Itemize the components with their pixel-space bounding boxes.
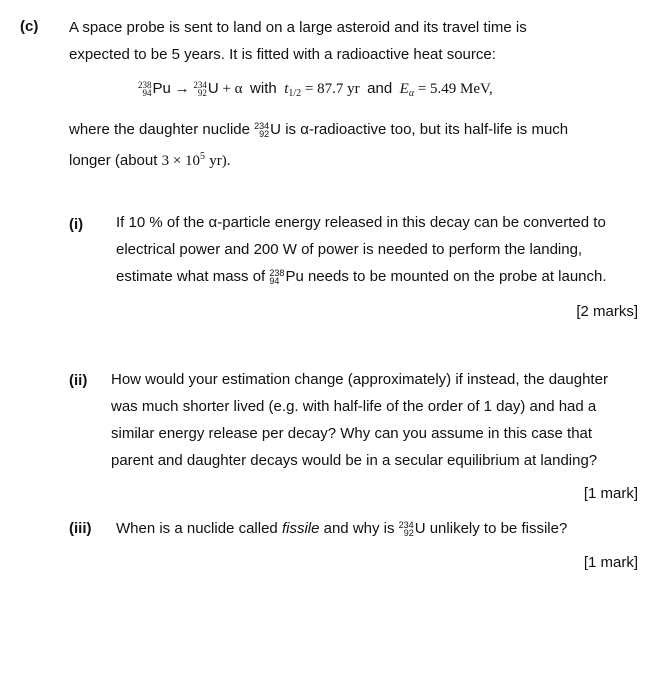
question-i-line-2: electrical power and 200 W of power is needed to perform the landing, xyxy=(116,241,583,258)
halflife-subscript: 1/2 xyxy=(288,88,302,99)
intro-line-1: A space probe is sent to land on a large asteroid and its travel time is xyxy=(69,19,527,36)
parent-nuclide: 238 94 Pu xyxy=(138,80,171,98)
reaction-arrow: → xyxy=(174,81,190,97)
part-label: (c) xyxy=(20,18,39,35)
question-i-line-3: estimate what mass of 238 94 Pu needs to be mounted on the probe at launch. xyxy=(116,263,638,290)
question-ii-line-2: was much shorter lived (e.g. with half-life of the order of 1 day) and had a xyxy=(111,398,597,415)
question-ii-label: (ii) xyxy=(69,372,88,389)
question-i-label: (i) xyxy=(69,216,84,233)
and-word: and xyxy=(367,80,393,97)
intro-paragraph xyxy=(69,14,629,68)
question-ii-line-3: similar energy release per decay? Why can you assume in this case that xyxy=(111,425,593,442)
decay-equation xyxy=(138,80,493,99)
pu238-nuclide: 238 94 Pu xyxy=(269,268,304,286)
question-ii-text xyxy=(111,366,639,474)
where-line-1: where the daughter nuclide 234 92 U is α-radioactive too, but its half-life is much xyxy=(69,116,639,143)
question-iii-text: When is a nuclide called fissile and why is 234 92 U unlikely to be fissile? xyxy=(116,520,568,538)
question-iii-marks: [1 mark] xyxy=(583,554,638,571)
u234-nuclide-q3: 234 92 U xyxy=(398,520,426,538)
question-iii-label: (iii) xyxy=(69,520,92,537)
question-i-marks: [2 marks] xyxy=(576,303,638,320)
energy-subscript: α xyxy=(408,88,415,99)
where-line-2: longer (about $3 \times 10^5$ yr). xyxy=(69,151,231,169)
question-ii-line-4: parent and daughter decays would be in a secular equilibrium at landing? xyxy=(111,452,598,469)
question-ii-line-1: How would your estimation change (approximately) if instead, the daughter xyxy=(111,371,608,388)
energy-value: = 5.49 MeV, xyxy=(417,81,493,97)
daughter-nuclide: 234 92 U xyxy=(193,80,219,98)
question-ii-marks: [1 mark] xyxy=(583,485,638,502)
halflife-value: = 87.7 yr xyxy=(304,81,360,97)
halflife-symbol: t xyxy=(284,81,289,97)
fissile-term: fissile xyxy=(281,520,320,537)
energy-symbol: E xyxy=(399,81,409,97)
intro-line-2: expected to be 5 years. It is fitted with a radioactive heat source: xyxy=(69,46,496,63)
alpha-particle: + α xyxy=(222,81,243,97)
where-paragraph xyxy=(69,116,639,175)
with-word: with xyxy=(250,80,277,97)
question-i-line-1: If 10 % of the α-particle energy released in this decay can be converted to xyxy=(116,214,606,231)
question-i-text xyxy=(116,209,638,290)
u234-nuclide: 234 92 U xyxy=(254,121,282,139)
